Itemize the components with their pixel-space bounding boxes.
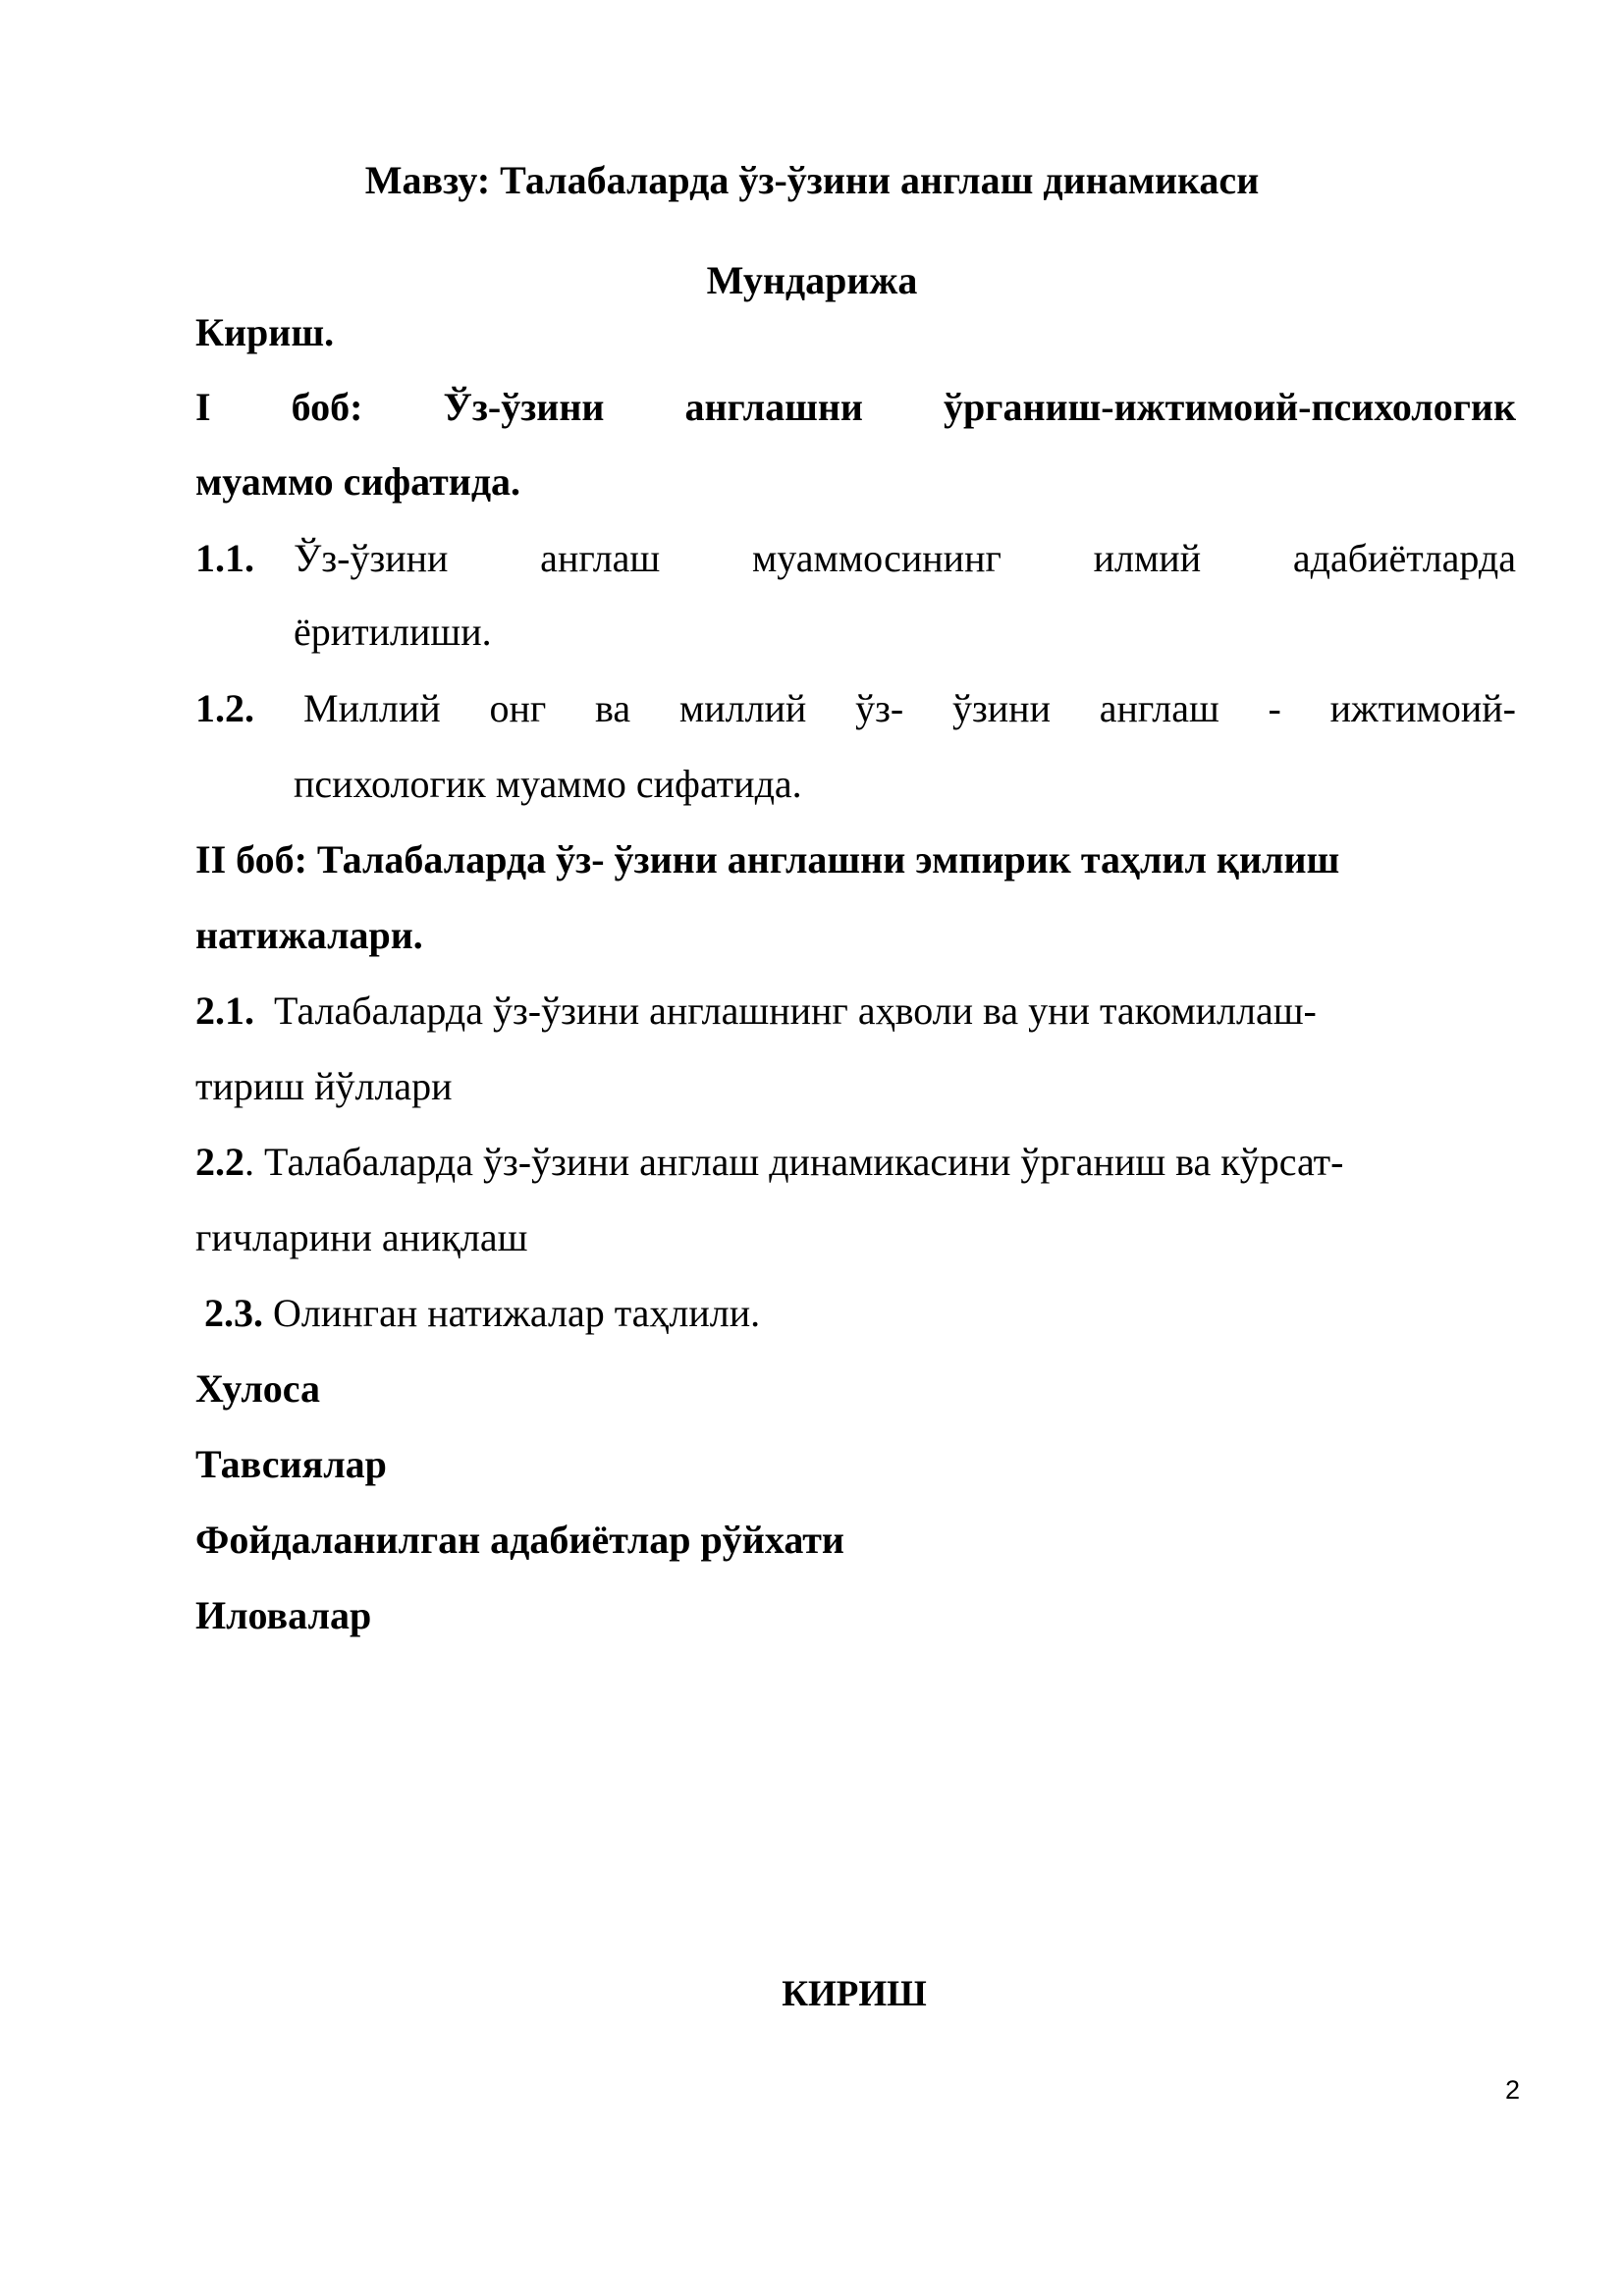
toc-chapter-2-line-2: натижалари.	[195, 913, 423, 957]
toc-section-2-1	[195, 988, 1317, 1035]
toc-section-number: 1.1.	[195, 536, 254, 580]
introduction-heading: КИРИШ	[782, 1974, 927, 2014]
toc-section-number: 2.2	[195, 1140, 244, 1184]
toc-section-number: 2.1.	[195, 988, 254, 1033]
toc-item-references: Фойдаланилган адабиётлар рўйхати	[195, 1518, 844, 1562]
toc-item-recommendations: Тавсиялар	[195, 1442, 387, 1486]
toc-item-appendices: Иловалар	[195, 1593, 372, 1637]
toc-section-1-2-line-2: психологик муаммо сифатида.	[294, 762, 802, 806]
toc-section-1-1	[195, 535, 1516, 582]
toc-chapter-2-line-1: II боб: Талабаларда ўз- ўзини англашни эмпирик таҳлил қилиш	[195, 837, 1340, 881]
toc-section-1-1-line-2: ёритилиши.	[294, 610, 492, 654]
toc-chapter-1-line-2: муаммо сифатида.	[195, 459, 521, 504]
toc-section-title-line-1: Олинган натижалар таҳлили.	[273, 1291, 761, 1335]
toc-section-title-line-1: Ўз-ўзини англаш муаммосининг илмий адабиётларда	[294, 536, 1516, 580]
toc-section-2-1-line-2: тириш йўллари	[195, 1064, 453, 1108]
toc-item-conclusion: Хулоса	[195, 1366, 321, 1411]
toc-section-number: 2.3.	[204, 1291, 263, 1335]
toc-section-1-2	[195, 685, 1516, 732]
document-title: Мавзу: Талабаларда ўз-ўзини англаш динамикаси	[364, 158, 1260, 202]
toc-section-number: 1.2.	[195, 686, 254, 730]
toc-section-title-line-1: Талабаларда ўз-ўзини англашнинг аҳволи ва уни такомиллаш-	[274, 988, 1317, 1033]
toc-section-2-2	[195, 1139, 1343, 1186]
toc-section-title-line-1: . Талабаларда ўз-ўзини англаш динамикасини ўрганиш ва кўрсат-	[244, 1140, 1344, 1184]
toc-section-2-2-line-2: гичларини аниқлаш	[195, 1215, 528, 1259]
toc-section-title-line-1: Миллий онг ва миллий ўз- ўзини англаш - ижтимоий-	[303, 686, 1516, 730]
toc-heading: Мундарижа	[706, 258, 918, 302]
toc-item-introduction: Кириш.	[195, 310, 335, 354]
toc-section-2-3	[204, 1290, 760, 1337]
toc-chapter-1-line-1: I боб: Ўз-ўзини англашни ўрганиш-ижтимоий-психологик	[195, 385, 1516, 429]
page-number: 2	[1504, 2075, 1520, 2105]
